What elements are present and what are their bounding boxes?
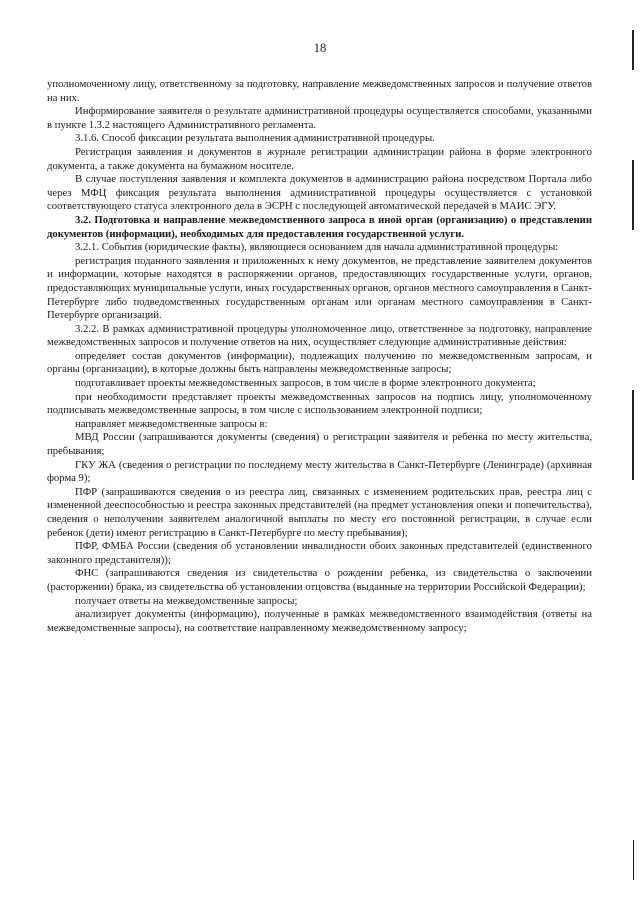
paragraph: 3.2.1. События (юридические факты), являющиеся основанием для начала административной процедуры: — [75, 241, 559, 254]
paragraph: Информирование заявителя о результате административной процедуры осуществляется способами, указанными в пункте 1.3.2 настоящего Административного регламента. — [47, 105, 592, 131]
paragraph: направляет межведомственные запросы в: — [75, 417, 268, 430]
paragraph: получает ответы на межведомственные запросы; — [75, 594, 298, 607]
paragraph: ПФР, ФМБА России (сведения об установлении инвалидности обоих законных представителей (единственного законного представителя)); — [47, 540, 592, 566]
document-body — [47, 78, 592, 635]
paragraph: ФНС (запрашиваются сведения из свидетельства о рождении ребенка, из свидетельства о заключении (расторжении) брака, из свидетельства об установлении отцовства (выданные на территории Российской Федерации); — [47, 567, 592, 593]
scan-artifact — [632, 390, 634, 480]
paragraph: ПФР (запрашиваются сведения о из реестра лиц, связанных с изменением родительских прав, реестра лиц с измененной дееспособностью и реестра законных представителей (на предмет установления опеки и попечительства), сведения о неполучении заявителем аналогичной выплаты по месту его постоянной регистрации, в случае если ребенок (дети) имеют регистрацию в Санкт-Петербурге по месту пребывания); — [47, 485, 592, 539]
paragraph: анализирует документы (информацию), полученные в рамках межведомственного взаимодействия (ответы на межведомственные запросы), на соответствие направленному межведомственному запросу; — [47, 608, 592, 634]
page-number: 18 — [313, 41, 327, 55]
scan-artifact — [632, 160, 634, 230]
paragraph: В случае поступления заявления и комплекта документов в администрацию района посредством Портала либо через МФЦ фиксация результата выполнения административной процедуры осуществляется с установкой соответствующего статуса электронного дела в ЭСРН с последующей автоматической передачей в МАИС ЭГУ. — [47, 173, 592, 213]
paragraph: подготавливает проекты межведомственных запросов, в том числе в форме электронного документа; — [75, 377, 536, 390]
scan-artifact — [632, 30, 634, 70]
paragraph: 3.2.2. В рамках административной процедуры уполномоченное лицо, ответственное за подготовку, направление межведомственных запросов и получение ответов на них, осуществляет следующие административные действия: — [47, 322, 592, 349]
paragraph: ГКУ ЖА (сведения о регистрации по последнему месту жительства в Санкт-Петербурге (Ленинграде) (архивная форма 9); — [47, 458, 592, 485]
paragraph: уполномоченному лицу, ответственному за подготовку, направление межведомственных запросов и получение ответов на них. — [47, 78, 592, 104]
paragraph: определяет состав документов (информации), подлежащих получению по межведомственным запросам, и органы (организации), в которые должны быть направлены межведомственные запросы; — [47, 349, 592, 376]
paragraph: регистрация поданного заявления и приложенных к нему документов, не представление заявителем документов и информации, которые находятся в распоряжении органов, предоставляющих государственные услуги, органов, предоставляющих муниципальные услуги, иных государственных органов, органов местного самоуправления в Санкт-Петербурге либо подведомственных государственным органам или органам местного самоуправления в Санкт-Петербурге организаций. — [47, 254, 592, 322]
paragraph: Регистрация заявления и документов в журнале регистрации администрации района в форме электронного документа, а также документа на бумажном носителе. — [47, 145, 592, 172]
paragraph: 3.1.6. Способ фиксации результата выполнения административной процедуры. — [75, 132, 435, 145]
scan-artifact — [633, 840, 634, 880]
section-heading: 3.2. Подготовка и направление межведомственного запроса в иной орган (организацию) о представлении документов (информации), необходимых для предоставления государственной услуги. — [47, 213, 592, 240]
paragraph: при необходимости представляет проекты межведомственных запросов на подпись лицу, уполномоченному подписывать межведомственные запросы, в том числе с использованием электронной подписи; — [47, 390, 592, 417]
paragraph: МВД России (запрашиваются документы (сведения) о регистрации заявителя и ребенка по месту жительства, пребывания; — [47, 431, 592, 458]
